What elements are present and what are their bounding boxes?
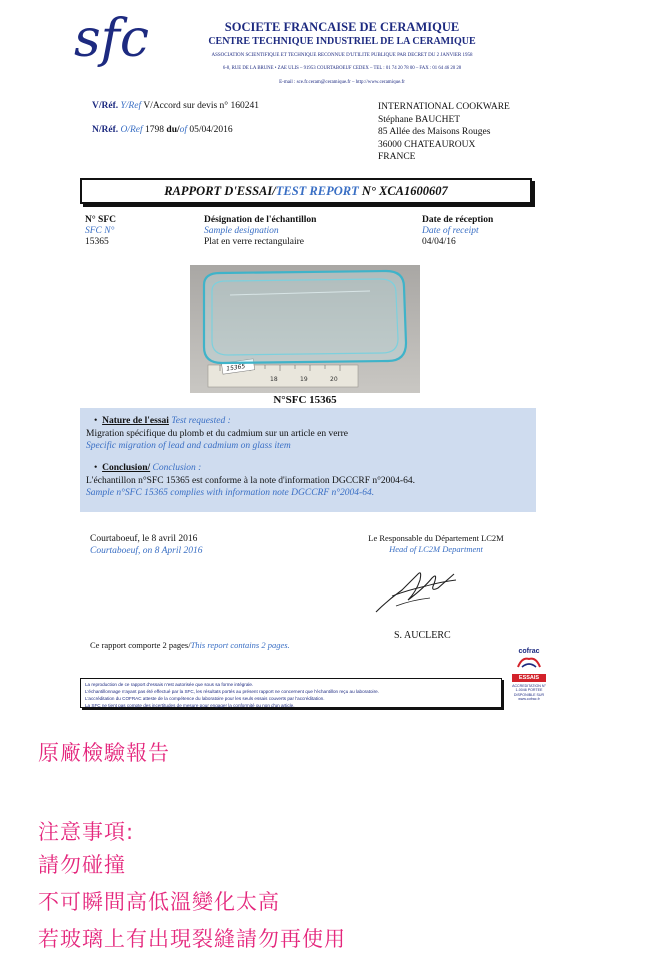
disclaimer-line: La SFC ne tient pas compte des incertitudes de mesure pour engager la conformité ou non d'un article. [85,703,295,708]
place-date: Courtaboeuf, le 8 avril 2016 Courtaboeuf, on 8 April 2016 [90,534,203,556]
test-requested-heading: • Nature de l'essai Test requested : [94,416,231,426]
disclaimer-line: L'accréditation du COFRAC atteste de la compétence du laboratoire pour les seuls essais couverts par l'accréditation. [85,696,325,701]
ruler-mark: 19 [300,376,308,383]
sfc-logo-text: sfc [74,10,150,69]
cofrac-label: ESSAIS [512,674,546,682]
original-report-title: 原廠檢驗報告 [38,741,170,765]
conclusion-fr: L'échantillon n°SFC 15365 est conforme à la note d'information DGCCRF n°2004-64. [86,476,415,486]
report-title: RAPPORT D'ESSAI/TEST REPORT N° XCA1600607 [80,178,532,204]
recipient-line: 36000 CHATEAUROUX [378,139,476,150]
note-item: 請勿碰撞 [38,853,126,877]
association-line: ASSOCIATION SCIENTIFIQUE ET TECHNIQUE RECONNUE D'UTILITE PUBLIQUE PAR DECRET DU 2 JANVIER 1958 [211,53,473,58]
test-requested-en: Specific migration of lead and cadmium on glass item [86,441,291,451]
sample-photo [190,265,420,393]
photo-caption: N°SFC 15365 [273,394,337,406]
sfc-number-column: N° SFC SFC N° 15365 [85,215,116,247]
notes-heading: 注意事項: [38,820,135,844]
conclusion-en: Sample n°SFC 15365 complies with information note DGCCRF n°2004-64. [86,488,375,498]
cofrac-brand: cofrac [518,648,540,655]
recipient-line: Stéphane BAUCHET [378,114,461,125]
cofrac-accreditation-text: ACCREDITATION N° 1-0046 PORTEE DISPONIBLE SUR www.cofrac.fr [512,684,546,702]
ruler-mark: 18 [270,376,278,383]
email-line: E-mail : sce.fr.ceram@ceramique.fr – http://www.ceramique.fr [279,80,405,85]
ruler-mark: 20 [330,376,338,383]
our-reference: N/Réf. O/Ref 1798 du/of 05/04/2016 [92,125,233,135]
note-item: 不可瞬間高低溫變化太高 [38,890,280,914]
handwritten-signature [368,560,464,620]
sample-designation-column: Désignation de l'échantillon Sample designation Plat en verre rectangulaire [204,215,317,247]
legal-disclaimer [80,678,502,708]
recipient-line: FRANCE [378,152,416,162]
sfc-logo [72,10,172,72]
test-requested-fr: Migration spécifique du plomb et du cadmium sur un article en verre [86,429,348,439]
center-name: CENTRE TECHNIQUE INDUSTRIEL DE LA CERAMIQUE [208,36,476,47]
conclusion-heading: • Conclusion/ Conclusion : [94,463,202,473]
recipient-address [378,101,510,164]
address-line: 6-8, RUE DE LA BRUNE • ZAE ULIS – 91953 COURTABOEUF CEDEX – TEL : 01 74 20 78 00 – FAX : 01 64 46 20 28 [222,66,462,71]
signer-name: S. AUCLERC [394,630,451,641]
sample-tag-number: 15365 [225,363,246,373]
cofrac-emblem-icon [512,655,546,669]
recipient-line: 85 Allée des Maisons Rouges [378,127,491,137]
page-count: Ce rapport comporte 2 pages/This report contains 2 pages. [90,640,290,650]
signer-role: Le Responsable du Département LC2M Head of LC2M Department [368,533,504,554]
note-item: 若玻璃上有出現裂縫請勿再使用 [38,927,346,951]
disclaimer-line: La reproduction de ce rapport d'essais n'est autorisée que sous sa forme intégrale. [85,682,254,687]
recipient-line: INTERNATIONAL COOKWARE [378,102,510,112]
org-name: SOCIETE FRANCAISE DE CERAMIQUE [224,20,460,34]
cofrac-accreditation-logo [512,648,546,712]
receipt-date-column: Date de réception Date of receipt 04/04/16 [422,215,494,247]
your-reference: V/Réf. Y/Ref V/Accord sur devis n° 160241 [92,101,259,111]
disclaimer-line: L'échantillonnage n'ayant pas été effectué par la SFC, les résultats portés au présent rapport ne concernent que l'échantillon reçu au laboratoire. [85,689,379,694]
